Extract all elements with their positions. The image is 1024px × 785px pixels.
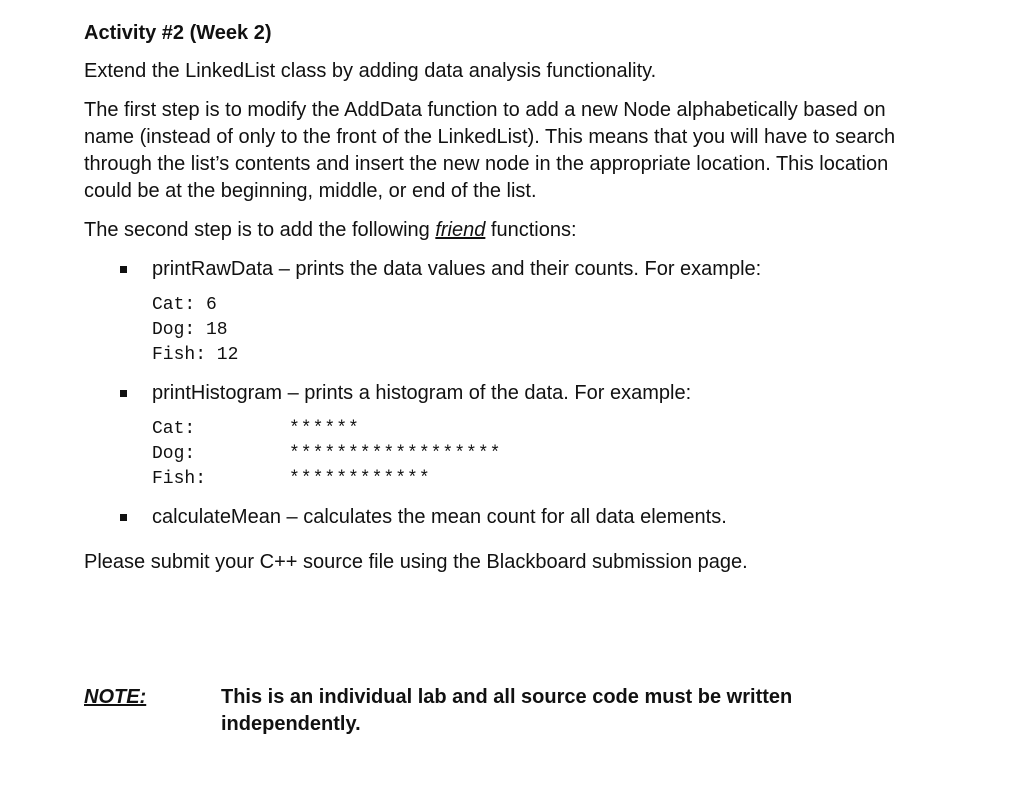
document-page	[84, 20, 964, 735]
bullet-calculate-mean	[84, 504, 964, 531]
bullet-text: printHistogram – prints a histogram of the data. For example:	[152, 382, 692, 404]
raw-data-line: Fish: 12	[152, 345, 239, 365]
note-label: NOTE:	[84, 686, 147, 708]
submit-instructions: Please submit your C++ source file using the Blackboard submission page.	[84, 551, 748, 573]
second-step-paragraph	[84, 217, 964, 244]
function-list	[84, 256, 964, 283]
histogram-stars: ******************	[289, 444, 502, 464]
intro-paragraph: Extend the LinkedList class by adding data analysis functionality.	[84, 60, 657, 82]
bullet-icon	[120, 390, 127, 397]
note-section	[84, 684, 964, 738]
histogram-label: Cat:	[152, 419, 196, 439]
histogram-label: Dog:	[152, 444, 196, 464]
histogram-label: Fish:	[152, 469, 207, 489]
raw-data-line: Cat: 6	[152, 295, 217, 315]
bullet-text: calculateMean – calculates the mean count for all data elements.	[152, 506, 727, 528]
histogram-stars: ******	[289, 419, 360, 439]
function-list	[84, 380, 964, 407]
second-step-before: The second step is to add the following	[84, 219, 436, 241]
histogram-row	[152, 417, 964, 442]
raw-data-example	[152, 293, 964, 368]
second-step-after: functions:	[485, 219, 577, 241]
bullet-print-raw-data	[84, 256, 964, 283]
raw-data-line: Dog: 18	[152, 320, 228, 340]
friend-emphasis: friend	[435, 219, 486, 241]
bullet-icon	[120, 266, 127, 273]
bullet-text: printRawData – prints the data values and their counts. For example:	[152, 258, 762, 280]
histogram-example	[152, 417, 964, 492]
first-step-paragraph: The first step is to modify the AddData function to add a new Node alphabetically based on name (instead of only to the front of the LinkedList). This means that you will have to search through the list’s contents and insert the new node in the appropriate location. This location could be at the beginning, middle, or end of the list.	[84, 99, 896, 202]
histogram-row	[152, 467, 964, 492]
note-text: This is an individual lab and all source code must be written independently.	[221, 686, 793, 735]
function-list	[84, 504, 964, 531]
histogram-stars: ************	[289, 469, 431, 489]
histogram-row	[152, 442, 964, 467]
bullet-icon	[120, 514, 127, 521]
page-title: Activity #2 (Week 2)	[84, 22, 272, 44]
bullet-print-histogram	[84, 380, 964, 407]
